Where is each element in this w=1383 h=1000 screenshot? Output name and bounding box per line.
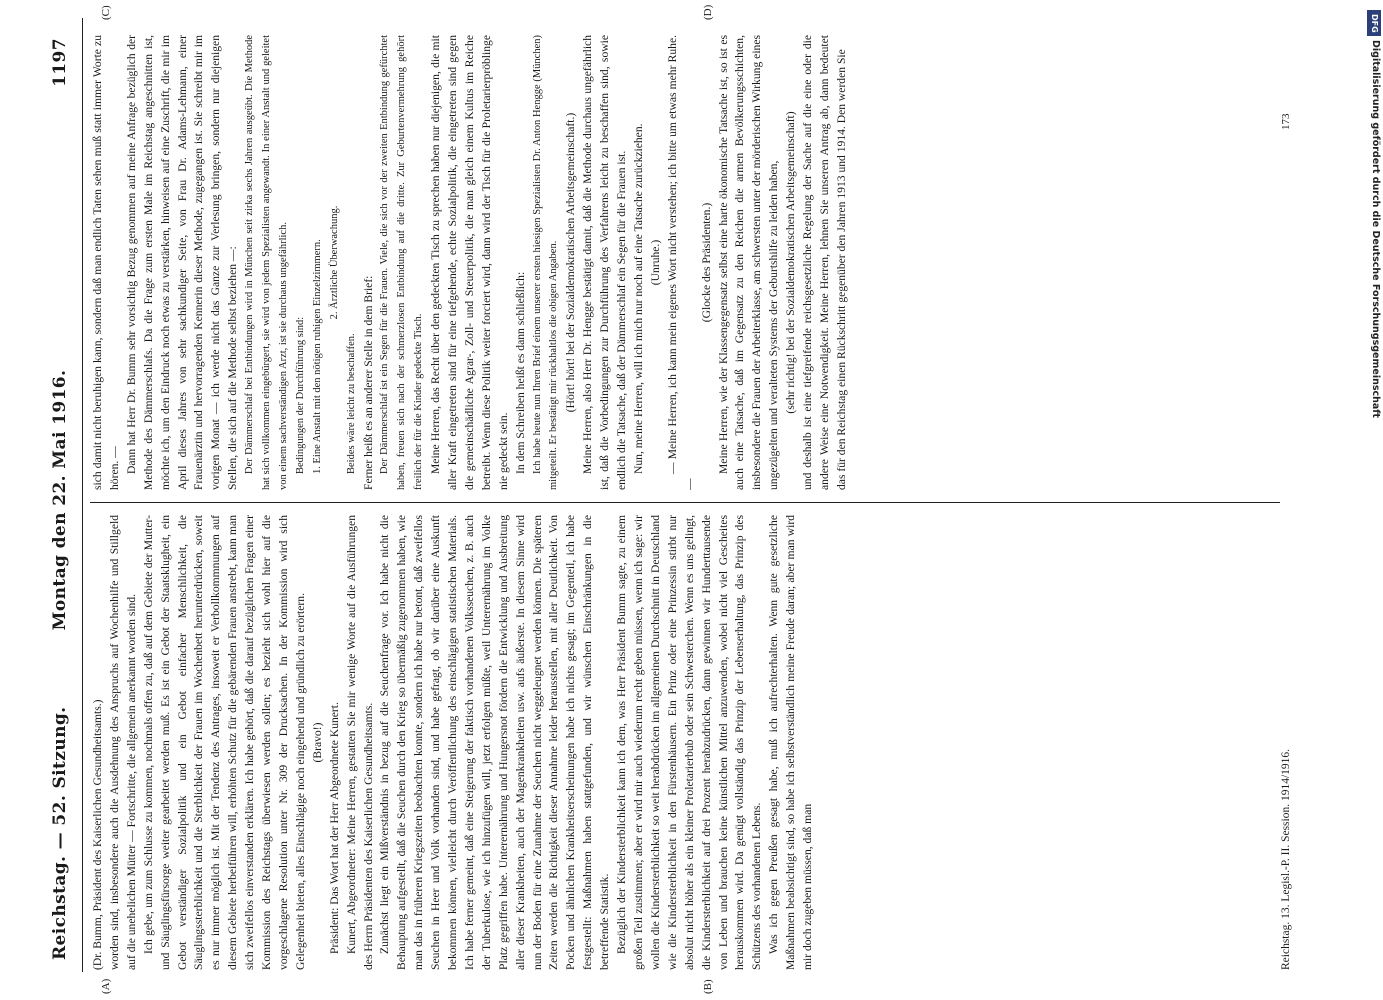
quotation-item: 2. Ärztliche Überwachung. xyxy=(328,205,340,320)
quotation: Ich habe heute nun Ihren Brief einem unserer ersten hiesigen Spezialisten Dr. Anton Hengge (München) mitgeteilt. Er bestätigt mir rückhaltlos die obigen Angaben. xyxy=(531,35,560,490)
right-column xyxy=(90,35,1315,490)
paragraph: Was ich gegen Preußen gesagt habe, muß ich aufrechterhalten. Wenn gute gesetzliche Maßnahmen beabsichtigt sind, so habe ich selbstverständlich meine Freude daran; aber man wird mir doch zugeben müssen, daß man xyxy=(767,515,815,970)
dfg-logo: DFG xyxy=(1367,10,1381,36)
quotation: Beides wäre leicht zu beschaffen. xyxy=(345,333,357,474)
column-rule xyxy=(90,502,1280,503)
margin-marker-b: (B) xyxy=(702,979,714,994)
paragraph: und deshalb ist eine tiefgreifende reichsgesetzliche Regelung der Sache auf die eine oder die andere Weise eine Notwendigkeit. Meine Herren, lehnen Sie unseren Antrag ab, dann bedeutet das für den Reichstag einen Rückschritt gegenüber den Jahren 1913 und 1914. Den werden Sie xyxy=(801,35,848,490)
left-column xyxy=(90,515,1315,970)
paragraph: Zunächst liegt ein Mißverständnis in bezug auf die Seuchenfrage vor. Ich habe nicht die Behauptung aufgestellt, daß die Seuchen durch den Krieg so übermäßig zugenommen haben, wie man das in früheren Kriegszeiten beobachten konnte, sondern ich habe nur betont, daß zweifellos Seuchen in Heer und Volk vorhanden sind, und habe gefragt, ob wir darüber eine Auskunft bekommen können, vielleicht durch Veröffentlichung des einschlägigen statistischen Materials. Ich habe ferner gemeint, daß eine Steigerung der faktisch vorhandenen Volksseuchen, z. B. auch der Tuberkulose, wie ich hinzufügen will, jetzt erfolgen müßte, weil Unterernährung im Volke Platz gegriffen habe. Unterernährung und Hungersnot fördern die Entwicklung und Ausbreitung aller dieser Krankheiten, auch der Magenkrankheiten usw. aufs äußerste. In diesem Sinne wird nun der Boden für eine Zunahme der Seuchen nicht weggeleugnet werden können. Die späteren Zeiten werden die Richtigkeit dieser Annahme leider herausstellen, mit aller Deutlichkeit. Von Pocken und ähnlichen Krankheitserscheinungen habe ich nichts gesagt; im Gegenteil, ich habe festgestellt: Maßnahmen haben stattgefunden, und wir wünschen Einschränkungen in die betreffende Statistik. xyxy=(378,515,612,970)
paragraph: worden sind, insbesondere auch die Ausdehnung des Anspruchs auf Wochenhilfe und Stillgeld auf die unehelichen Mütter — Fortschritte, die allgemein anerkannt worden sind. xyxy=(107,515,138,970)
quotation: Bedingungen der Durchführung sind: xyxy=(294,316,306,474)
interjection: (Unruhe.) xyxy=(648,239,662,286)
interjection: (Hört! hört! bei der Sozialdemokratischen Arbeitsgemeinschaft.) xyxy=(564,112,578,413)
digitization-credit xyxy=(1367,8,1381,998)
quotation: Der Dämmerschlaf ist ein Segen für die Frauen. Viele, die sich vor der zweiten Entbindung gefürchtet haben, freuen sich nach der schmerzlosen Entbindung auf die dritte. Zur Geburtenvermehrung gehört freilich der für die Kinder gedeckte Tisch. xyxy=(379,35,425,490)
paragraph: Meine Herren, also Herr Dr. Hengge bestätigt damit, daß die Methode durchaus ungefährlich ist, daß die Vorbedingungen zur Durchführung des Verfahrens leicht zu beschaffen sind, sowie endlich die Tatsache, daß der Dämmerschlaf ein Segen für die Frauen ist. xyxy=(581,35,629,490)
paragraph: Meine Herren, wie der Klassengegensatz selbst eine harte ökonomische Tatsache ist, so ist es auch eine Tatsache, daß im Gegensatz zu den Reichen die armen Bevölkerungsschichten, insbesondere die Frauen der Arbeiterklasse, am schwersten unter der mörderischen Wirkung eines ungezügelten und veralteten Systems der Geburtshilfe zu leiden haben, xyxy=(716,35,781,490)
header-date: Montag den 22. Mai 1916. xyxy=(50,369,70,631)
footer-session: Reichstag. 13. Legisl.-P. II. Session. 1914/1916. xyxy=(1280,748,1292,970)
quotation: Der Dämmerschlaf bei Entbindungen wird in München seit zirka sechs Jahren ausgeübt. Die Methode hat sich vollkommen eingebürgert, sie wird von jedem Spezialisten angewandt. In einer Anstalt und geleitet von einem sachverständigen Arzt, ist sie durchaus ungefährlich. xyxy=(244,35,289,490)
paragraph: In dem Schreiben heißt es dann schließlich: xyxy=(513,271,527,474)
paragraph: sich damit nicht beruhigen kann, sondern daß man endlich Taten sehen muß statt immer Worte zu hören. — xyxy=(91,35,121,490)
speaker-intro: Kunert, Abgeordneter: Meine Herren, gestatten Sie mir wenige Worte auf die Ausführungen des Herrn Präsidenten des Kaiserlichen Gesundheitsamts. xyxy=(344,515,375,970)
interjection: (sehr richtig! bei der Sozialdemokratischen Arbeitsgemeinschaft) xyxy=(784,111,798,414)
margin-marker-a: (A) xyxy=(100,978,112,994)
document-page xyxy=(42,0,1332,1000)
paragraph: — Meine Herren, ich kann mein eigenes Wort nicht verstehen; ich bitte um etwas mehr Ruhe. — xyxy=(665,35,696,490)
paragraph: Nun, meine Herren, will ich mich nur noch auf eine Tatsache zurückziehen. xyxy=(632,123,645,474)
page-number: 1197 xyxy=(50,38,70,87)
running-header xyxy=(50,20,84,980)
interjection: (Glocke des Präsidenten.) xyxy=(699,202,713,323)
paragraph: Ich gebe, um zum Schlusse zu kommen, nochmals offen zu, daß auf dem Gebiete der Mutter- und Säuglingsfürsorge weiter gearbeitet werden muß. Es ist ein Gebot der Staatsklugheit, ein Gebot verständiger Sozialpolitik und ein Gebot einfacher Menschlichkeit, die Säuglingssterblichkeit und die Sterblichkeit der Frauen im Wochenbett herunterdrücken, soweit es nur immer möglich ist. Mit der Tendenz des Antrages, insoweit er Verbollkommnungen auf diesem Gebiete herbeiführen will, erhöhten Schutz für die gebärenden Frauen anstrebt, kann man sich zweifellos einverstanden erklären. Ich habe gehört, daß die darauf bezüglichen Fragen einer Kommission des Reichstags überwiesen werden sollen; es bezieht sich wohl hier auf die vorgeschlagene Resolution unter Nr. 309 der Drucksachen. In der Kommission wird sich Gelegenheit bieten, alles Einschlägige noch eingehend und gründlich zu erörtern. xyxy=(141,515,307,970)
footer-sheet-number: 173 xyxy=(1280,113,1292,130)
header-left: Reichstag. — 52. Sitzung. xyxy=(50,706,70,960)
president-statement: Präsident: Das Wort hat der Herr Abgeordnete Kunert. xyxy=(327,702,341,954)
paragraph: Meine Herren, das Recht über den gedeckten Tisch zu sprechen haben nur diejenigen, die mit aller Kraft eingetreten sind für eine tiefgehende, echte Sozialpolitik, die eingetreten sind gegen die gemeinschädliche Agrar-, Zoll- und Steuerpolitik, die man gleich einem Kultus im Reiche betreibt. Wenn diese Politik weiter forciert wird, dann wird der Tisch für die Proletarierpröblinge nie gedeckt sein. xyxy=(429,35,510,490)
applause-note: (Bravo!) xyxy=(310,722,324,763)
speaker-note: (Dr. Bumm, Präsident des Kaiserlichen Gesundheitsamts.) xyxy=(91,699,104,970)
paragraph: Dann hat Herr Dr. Bumm sehr vorsichtig Bezug genommen auf meine Anfrage bezüglich der Methode des Dämmerschlafs. Da die Frage zum ersten Male im Reichstag angeschnitten ist, möchte ich, um den Eindruck noch etwas zu verstärken, hinweisen auf eine Zuschrift, die mir im April dieses Jahres von sehr sachkundiger Seite, von Frau Dr. Adams-Lehmann, einer Frauenärztin und hervorragenden Kennerin dieser Methode, zugegangen ist. Sie schreibt mir im vorigen Monat — ich werde nicht das Ganze zur Verlesung bringen, sondern nur diejenigen Stellen, die sich auf die Methode selbst beziehen —: xyxy=(124,35,240,490)
header-rule xyxy=(82,18,83,972)
paragraph: Ferner heißt es an anderer Stelle in dem Brief: xyxy=(361,275,375,490)
credit-text: Digitalisierung gefördert durch die Deutsche Forschungsgemeinschaft xyxy=(1370,40,1381,418)
paragraph: Bezüglich der Kindersterblichkeit kann ich dem, was Herr Präsident Bumm sagte, zu einem großen Teil zustimmen; aber er wird mir auch wiederum recht geben müssen, wenn ich sage: wir wollen die Kindersterblichkeit so weit herabdrücken im allgemeinen Durchschnitt in Deutschland wie die Kindersterblichkeit in den Fürstenhäusern. Ein Prinz oder eine Prinzessin stirbt nur absolut nicht höher als ein kleiner Proletarierbub oder sein Schwesterchen. Wenn es uns gelingt, die Kindersterblichkeit auf drei Prozent herabzudrücken, dann gewinnen wir Hunderttausende von Leben und brauchen keine künstlichen Mittel anzuwenden, wobei nicht viel Gescheites herauskommen wird. Da genügt vollständig das Prinzip der Lebenserhaltung, das Prinzip des Schützens des vorhandenen Lebens. xyxy=(615,515,764,970)
quotation-item: 1. Eine Anstalt mit den nötigen ruhigen Einzelzimmern. xyxy=(311,239,323,474)
margin-marker-d: (D) xyxy=(702,4,714,20)
margin-marker-c: (C) xyxy=(100,5,112,20)
